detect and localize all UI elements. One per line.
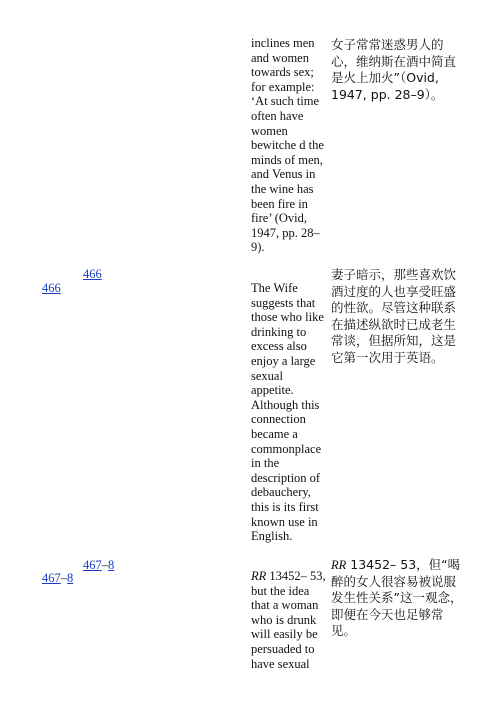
range-dash: – [60,571,67,585]
note-english-body: 13452– 53, but the idea that a woman who is drunk will easily be persuaded to have sexual [251,569,326,671]
line-ref-link[interactable]: 466 [42,281,61,295]
line-ref-link[interactable]: 467 [83,558,102,572]
line-ref-link[interactable]: 466 [83,267,102,281]
citation-abbrev: RR [331,558,347,572]
note-chinese-text [331,557,463,640]
line-ref-link[interactable]: 8 [108,558,115,572]
line-ref-range [83,556,114,574]
line-ref-range [42,569,73,587]
range-dash: – [101,558,108,572]
line-ref-link[interactable]: 8 [67,571,74,585]
citation-abbrev: RR [251,569,267,583]
line-ref-link[interactable]: 467 [42,571,61,585]
note-chinese-text: 女子常常迷惑男人的心，维纳斯在酒中简直是火上加火”（Ovid, 1947, pp. 28–9）。 [331,37,457,102]
note-chinese-text: 妻子暗示，那些喜欢饮酒过度的人也享受旺盛的性欲。尽管这种联系在描述纵欲时已成老生常谈，但据所知，这是它第一次用于英语。 [331,267,457,365]
note-english-text [251,569,327,671]
note-english-text: The Wife suggests that those who like drinking to excess also enjoy a large sexual appetite. Although this connection became a commonplace in the description of debauchery, this is its first known use in English. [251,281,324,544]
note-english-text: inclines men and women towards sex; for example: ‘At such time often have women bewitche d the minds of men, and Venus in the wine has been fire in fire’ (Ovid, 1947, pp. 28–9). [251,36,324,255]
note-chinese-body: 13452– 53，但“喝醉的女人很容易被说服发生性关系”这一观念，即便在今天也足够常见。 [331,557,463,639]
